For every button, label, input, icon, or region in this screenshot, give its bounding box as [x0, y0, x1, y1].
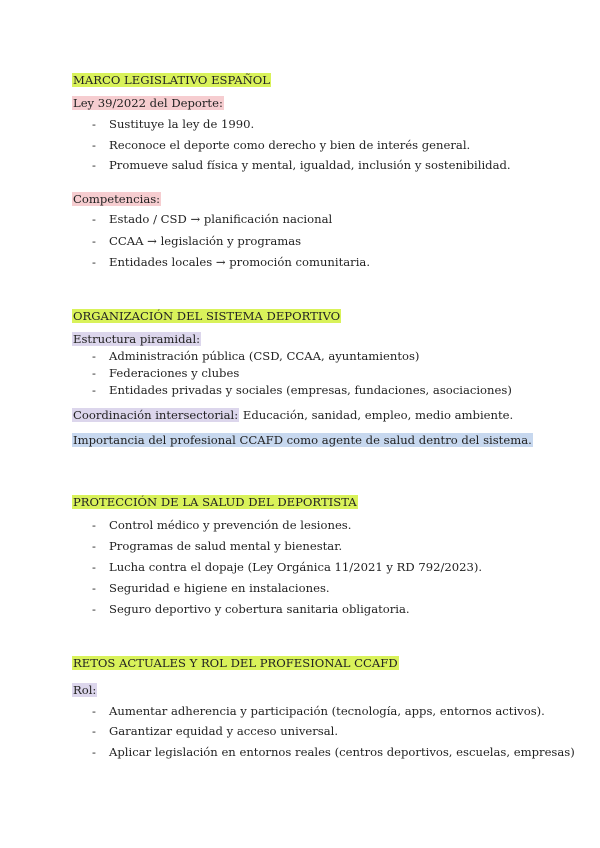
section-heading-organizacion: ORGANIZACIÓN DEL SISTEMA DEPORTIVO — [73, 309, 341, 323]
list-item: - Seguro deportivo y cobertura sanitaria obligatoria. — [92, 602, 410, 616]
list-item: - Entidades privadas y sociales (empresas, fundaciones, asociaciones) — [92, 383, 512, 397]
list-item: - CCAA → legislación y programas — [92, 234, 302, 248]
ley-label: Ley 39/2022 del Deporte: — [73, 96, 223, 110]
list-item: - Programas de salud mental y bienestar. — [92, 539, 343, 553]
list-item: - Aumentar adherencia y participación (tecnología, apps, entornos activos). — [92, 704, 545, 718]
rol-label: Rol: — [73, 683, 97, 697]
section-heading-proteccion: PROTECCIÓN DE LA SALUD DEL DEPORTISTA — [73, 495, 357, 509]
list-item: - Aplicar legislación en entornos reales (centros deportivos, escuelas, empresas) — [92, 745, 575, 759]
list-item: - Seguridad e higiene en instalaciones. — [92, 581, 330, 595]
section-heading-marco: MARCO LEGISLATIVO ESPAÑOL — [73, 73, 270, 87]
list-item: - Promueve salud física y mental, igualdad, inclusión y sostenibilidad. — [92, 158, 511, 172]
importancia-line: Importancia del profesional CCAFD como agente de salud dentro del sistema. — [73, 433, 532, 447]
coordinacion-line: Coordinación intersectorial: Educación, sanidad, empleo, medio ambiente. — [73, 408, 514, 422]
estructura-label: Estructura piramidal: — [73, 332, 201, 346]
list-item: - Garantizar equidad y acceso universal. — [92, 724, 339, 738]
list-item: - Sustituye la ley de 1990. — [92, 117, 255, 131]
section-heading-retos: RETOS ACTUALES Y ROL DEL PROFESIONAL CCAFD — [73, 656, 398, 670]
list-item: - Estado / CSD → planificación nacional — [92, 212, 333, 226]
list-item: - Lucha contra el dopaje (Ley Orgánica 11/2021 y RD 792/2023). — [92, 560, 483, 574]
list-item: - Control médico y prevención de lesiones. — [92, 518, 352, 532]
list-item: - Entidades locales → promoción comunitaria. — [92, 255, 371, 269]
list-item: - Administración pública (CSD, CCAA, ayuntamientos) — [92, 349, 420, 363]
list-item: - Federaciones y clubes — [92, 366, 240, 380]
competencias-label: Competencias: — [73, 192, 161, 206]
list-item: - Reconoce el deporte como derecho y bien de interés general. — [92, 138, 471, 152]
